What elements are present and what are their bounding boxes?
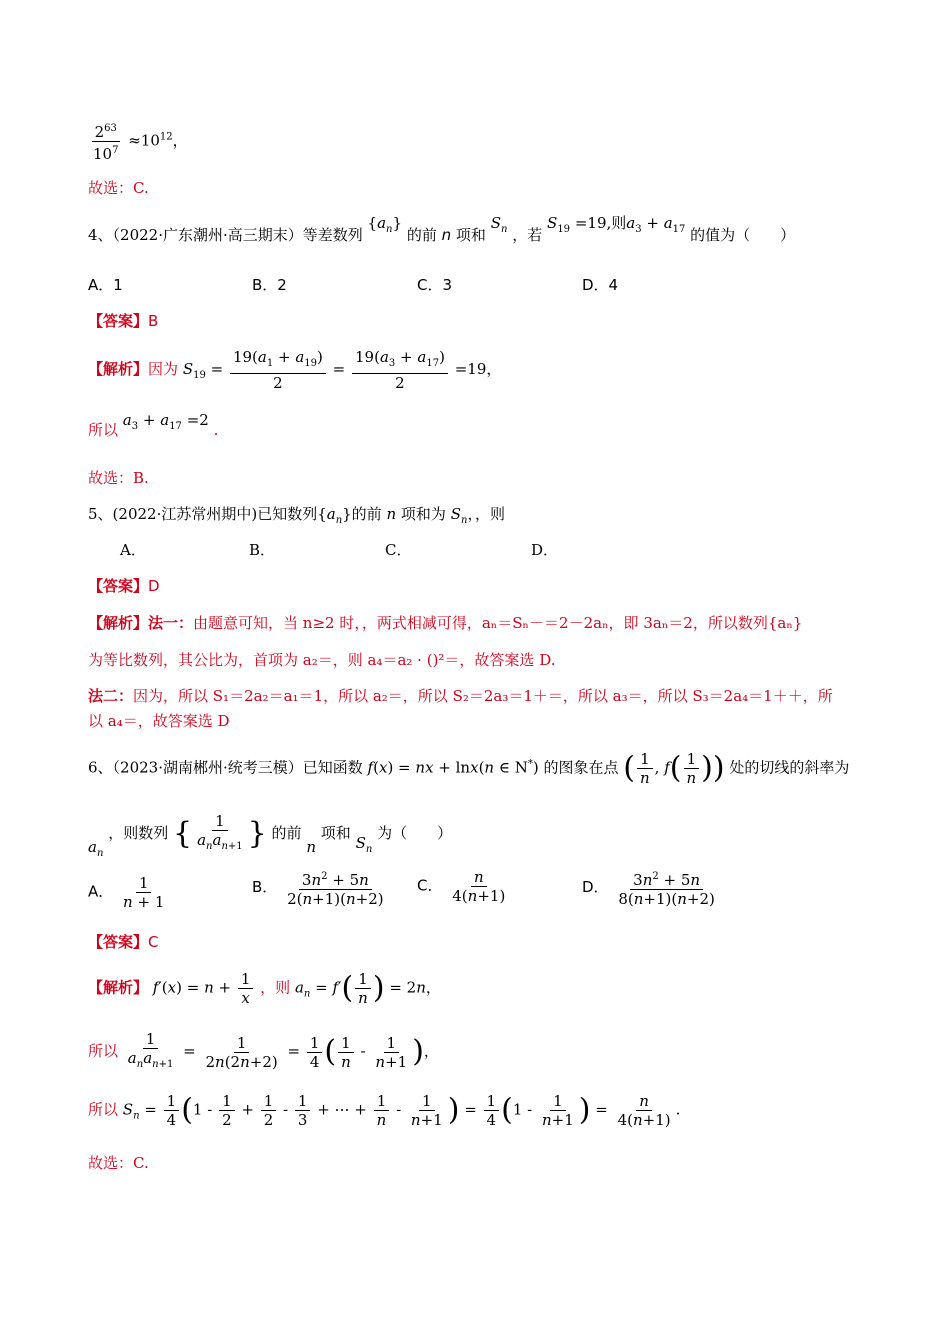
q4-option-c[interactable]: C．3 [417, 276, 453, 294]
q4-option-a[interactable]: A．1 [88, 276, 123, 294]
q6-so-2: 所以 $S_n$ = $\frac{1}{4}$ (1 - $\frac{1}{2}$ + $\frac{1}{2}$ - $\frac{1}{3}$ + ⋯ + $\frac{1}{n}$ - $\frac{1}{n+1}$ ) = $\frac{1}{4}$ (1 - $\frac{1}{n+1}$ ) = $\frac{n}{4(n+1)}$ . [88, 1092, 681, 1129]
q6-analysis: 【解析】 f′(x) = n + $\frac{1}{x}$ ，则 $a_n = f'$( $\frac{1}{n}$ ) = 2n， [88, 970, 441, 1007]
q6-option-b[interactable]: B． $\frac{3n^2 + 5n}{2(n+1)(n+2)}$ [252, 868, 389, 908]
q5-option-a[interactable]: A． [120, 541, 146, 559]
q6-answer: 【答案】C [88, 933, 159, 951]
q5-option-c[interactable]: C． [385, 541, 412, 559]
q4-stem: 4、（2022·广东潮州·高三期末）等差数列 $\{a_n\}$ 的前 n 项和 $S_n$ ，若 $S_{19} =19$,则$a_3 + a_{17}$ 的值为（ ） [88, 214, 796, 244]
q6-so-1: 所以 $\frac{1}{a_na_{n+1}}$ = $\frac{1}{2n(2n+2)}$ = $\frac{1}{4}$ ( $\frac{1}{n}$ - $\frac{1}{n+1}$ )， [88, 1030, 439, 1071]
q6-option-c[interactable]: C． $\frac{n}{4(n+1)}$ [417, 868, 506, 905]
q5-method1-line1: 【解析】法一：由题意可知，当 n≥2 时，，两式相减可得，aₙ＝Sₙ－＝2－2aₙ，即 3aₙ＝2，所以数列{aₙ} [88, 614, 803, 632]
q5-method1-line2: 为等比数列，其公比为，首项为 a₂＝，则 a₄＝a₂ · ()²＝，故答案选 D. [88, 651, 556, 669]
q6-line2: $a_n$ ，则数列 { $\frac{1}{a_na_{n+1}}$ } 的前 n 项和 $S_n$ 为（ ） [88, 812, 453, 859]
q6-conclusion: 故选：C. [88, 1154, 149, 1172]
q4-conclusion: 故选：B. [88, 469, 149, 487]
q3-conclusion: 故选：C. [88, 179, 149, 197]
q5-method2-line1: 法二：因为，所以 S₁＝2a₂＝a₁＝1，所以 a₂＝，所以 S₂＝2a₃＝1＋＝，所以 a₃＝，所以 S₃＝2a₄＝1＋＋，所 [88, 687, 833, 705]
q4-so: 所以 $a_3 + a_{17} =2$ . [88, 411, 219, 439]
q4-option-b[interactable]: B．2 [252, 276, 287, 294]
q6-option-a[interactable]: A． $\frac{1}{n + 1}$ [88, 874, 165, 911]
q5-method2-line2: 以 a₄＝，故答案选 D [88, 712, 230, 730]
q5-option-d[interactable]: D． [531, 541, 559, 559]
q4-analysis: 【解析】因为 $S_{19}$ = $\frac{19(a_1 + a_{19})}{2}$ = $\frac{19(a_3 + a_{17})}{2}$ =19， [88, 348, 502, 392]
q5-option-b[interactable]: B． [249, 541, 276, 559]
intro-fraction: $\frac{2^{63}}{10^7}$ [90, 120, 121, 163]
q6-stem: 6、（2023·湖南郴州·统考三模）已知函数 f(x) = nx + lnx(n ∈ N*) 的图象在点 ( $\frac{1}{n}$ , f( $\frac{1}{n}$ )) 处的切线的斜率为 [88, 750, 850, 787]
q6-option-d[interactable]: D． $\frac{3n^2 + 5n}{8(n+1)(n+2)}$ [582, 868, 720, 908]
q4-answer: 【答案】B [88, 312, 159, 330]
q5-answer: 【答案】D [88, 577, 160, 595]
q5-stem: 5、(2022·江苏常州期中)已知数列$\{a_n\}$的前 n 项和为 $S_n$，，则 [88, 505, 505, 526]
intro-approx-line: $\frac{2^{63}}{10^7}$ $\approx 10^{12}$， [88, 120, 188, 163]
q4-option-d[interactable]: D．4 [582, 276, 619, 294]
